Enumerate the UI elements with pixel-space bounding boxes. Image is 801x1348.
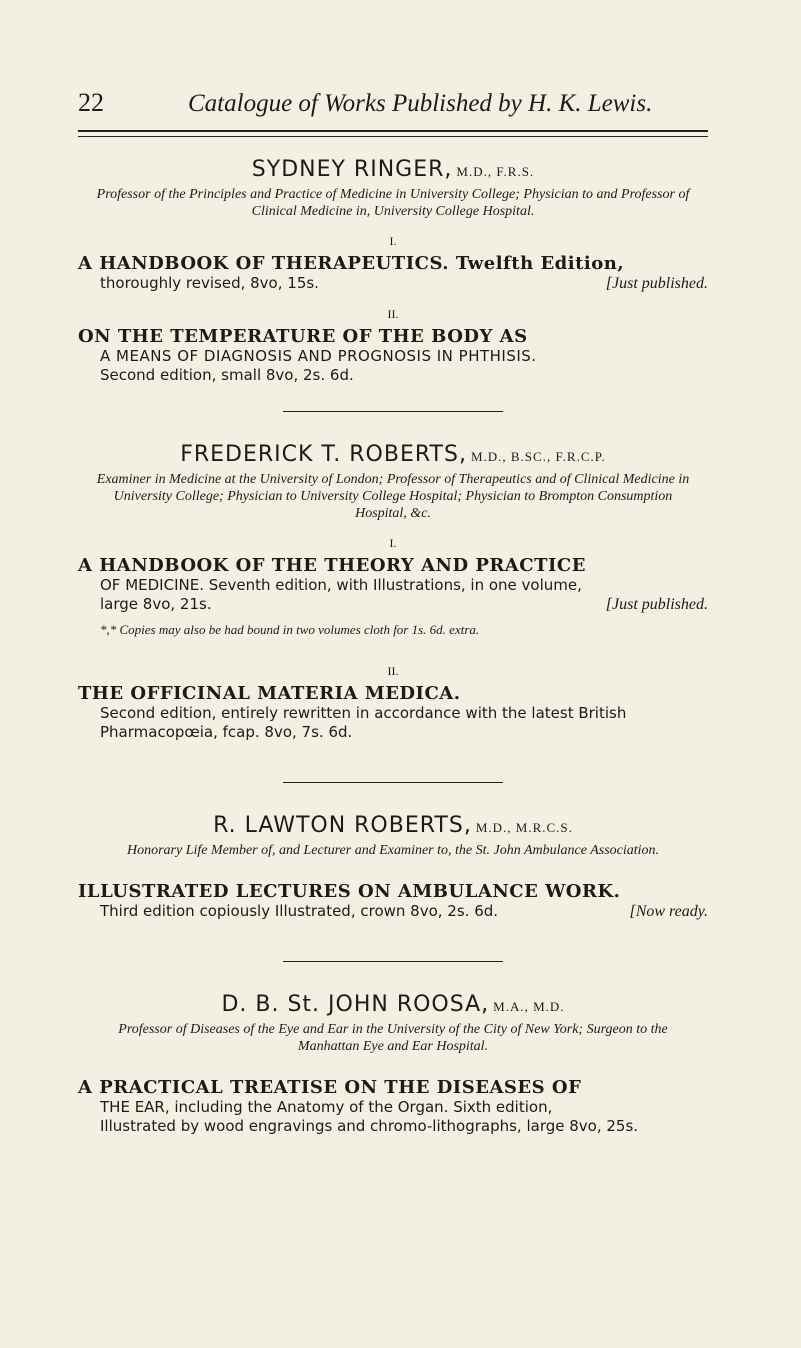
page-header xyxy=(78,88,708,118)
author-description: Examiner in Medicine at the University of London; Professor of Therapeutics and of Clinical Medicine in University College; Physician to University College Hospital; Physician to Brompton Consumption Hospital, &c. xyxy=(96,472,690,521)
author-description: Professor of Diseases of the Eye and Ear in the University of the City of New York; Surgeon to the Manhattan Eye and Ear Hospital. xyxy=(118,1022,668,1054)
section-divider xyxy=(283,411,503,412)
section-divider xyxy=(283,961,503,962)
header-rule xyxy=(78,130,708,137)
work-detail-line: Third edition copiously Illustrated, crown 8vo, 2s. 6d. xyxy=(100,902,499,920)
work-detail-line: thoroughly revised, 8vo, 15s. xyxy=(100,274,319,292)
author-section-l-roberts xyxy=(78,813,708,859)
publication-status: [Just published. xyxy=(605,596,708,613)
author-degrees: M.A., M.D. xyxy=(493,999,565,1014)
work-detail-line: OF MEDICINE. Seventh edition, with Illustrations, in one volume, xyxy=(100,576,582,594)
work-title: A HANDBOOK OF THERAPEUTICS. Twelfth Edition, xyxy=(78,253,625,274)
work-details xyxy=(100,704,708,742)
running-head: Catalogue of Works Published by H. K. Lewis. xyxy=(188,90,653,117)
work-subtitle: A MEANS OF DIAGNOSIS AND PROGNOSIS IN PHTHISIS. xyxy=(100,347,537,365)
work-details xyxy=(100,274,708,293)
work-detail-line: Pharmacopœia, fcap. 8vo, 7s. 6d. xyxy=(100,723,353,741)
author-section-f-roberts xyxy=(78,442,708,522)
work-details xyxy=(100,576,708,614)
author-degrees: M.D., B.SC., F.R.C.P. xyxy=(470,449,606,464)
work-detail-line: THE EAR, including the Anatomy of the Organ. Sixth edition, xyxy=(100,1098,553,1116)
publication-status: [Just published. xyxy=(605,275,708,292)
work-details xyxy=(100,1098,708,1136)
work-number: II. xyxy=(387,664,399,678)
work-title: A PRACTICAL TREATISE ON THE DISEASES OF xyxy=(78,1077,582,1098)
author-name: SYDNEY RINGER, xyxy=(251,157,453,182)
work-details xyxy=(100,902,708,921)
page-number: 22 xyxy=(78,88,104,117)
work-title: A HANDBOOK OF THE THEORY AND PRACTICE xyxy=(78,555,586,576)
author-section-ringer xyxy=(78,157,708,220)
work-title: THE OFFICINAL MATERIA MEDICA. xyxy=(78,683,461,704)
author-name: FREDERICK T. ROBERTS, xyxy=(180,442,467,467)
author-degrees: M.D., F.R.S. xyxy=(456,164,535,179)
work-number: II. xyxy=(387,307,399,321)
work-number: I. xyxy=(389,234,397,248)
work-detail-line: Illustrated by wood engravings and chromo-lithographs, large 8vo, 25s. xyxy=(100,1117,639,1135)
work-detail-line: large 8vo, 21s. xyxy=(100,595,212,613)
work-title: ILLUSTRATED LECTURES ON AMBULANCE WORK. xyxy=(78,881,621,902)
work-title: ON THE TEMPERATURE OF THE BODY AS xyxy=(78,326,528,347)
section-divider xyxy=(283,782,503,783)
work-details xyxy=(100,347,708,385)
author-name: D. B. St. JOHN ROOSA, xyxy=(221,992,490,1017)
author-degrees: M.D., M.R.C.S. xyxy=(475,820,573,835)
binding-note: *,* Copies may also be had bound in two volumes cloth for 1s. 6d. extra. xyxy=(100,622,480,637)
author-section-roosa xyxy=(78,992,708,1055)
catalogue-page xyxy=(78,88,708,1136)
publication-status: [Now ready. xyxy=(629,903,708,920)
author-name: R. LAWTON ROBERTS, xyxy=(213,813,472,838)
work-detail-line: Second edition, entirely rewritten in accordance with the latest British xyxy=(100,704,627,722)
work-number: I. xyxy=(389,536,397,550)
author-description: Honorary Life Member of, and Lecturer and Examiner to, the St. John Ambulance Association. xyxy=(126,843,660,858)
author-description: Professor of the Principles and Practice of Medicine in University College; Physician to and Professor of Clinical Medicine in, University College Hospital. xyxy=(96,187,690,219)
work-detail-line: Second edition, small 8vo, 2s. 6d. xyxy=(100,366,354,384)
